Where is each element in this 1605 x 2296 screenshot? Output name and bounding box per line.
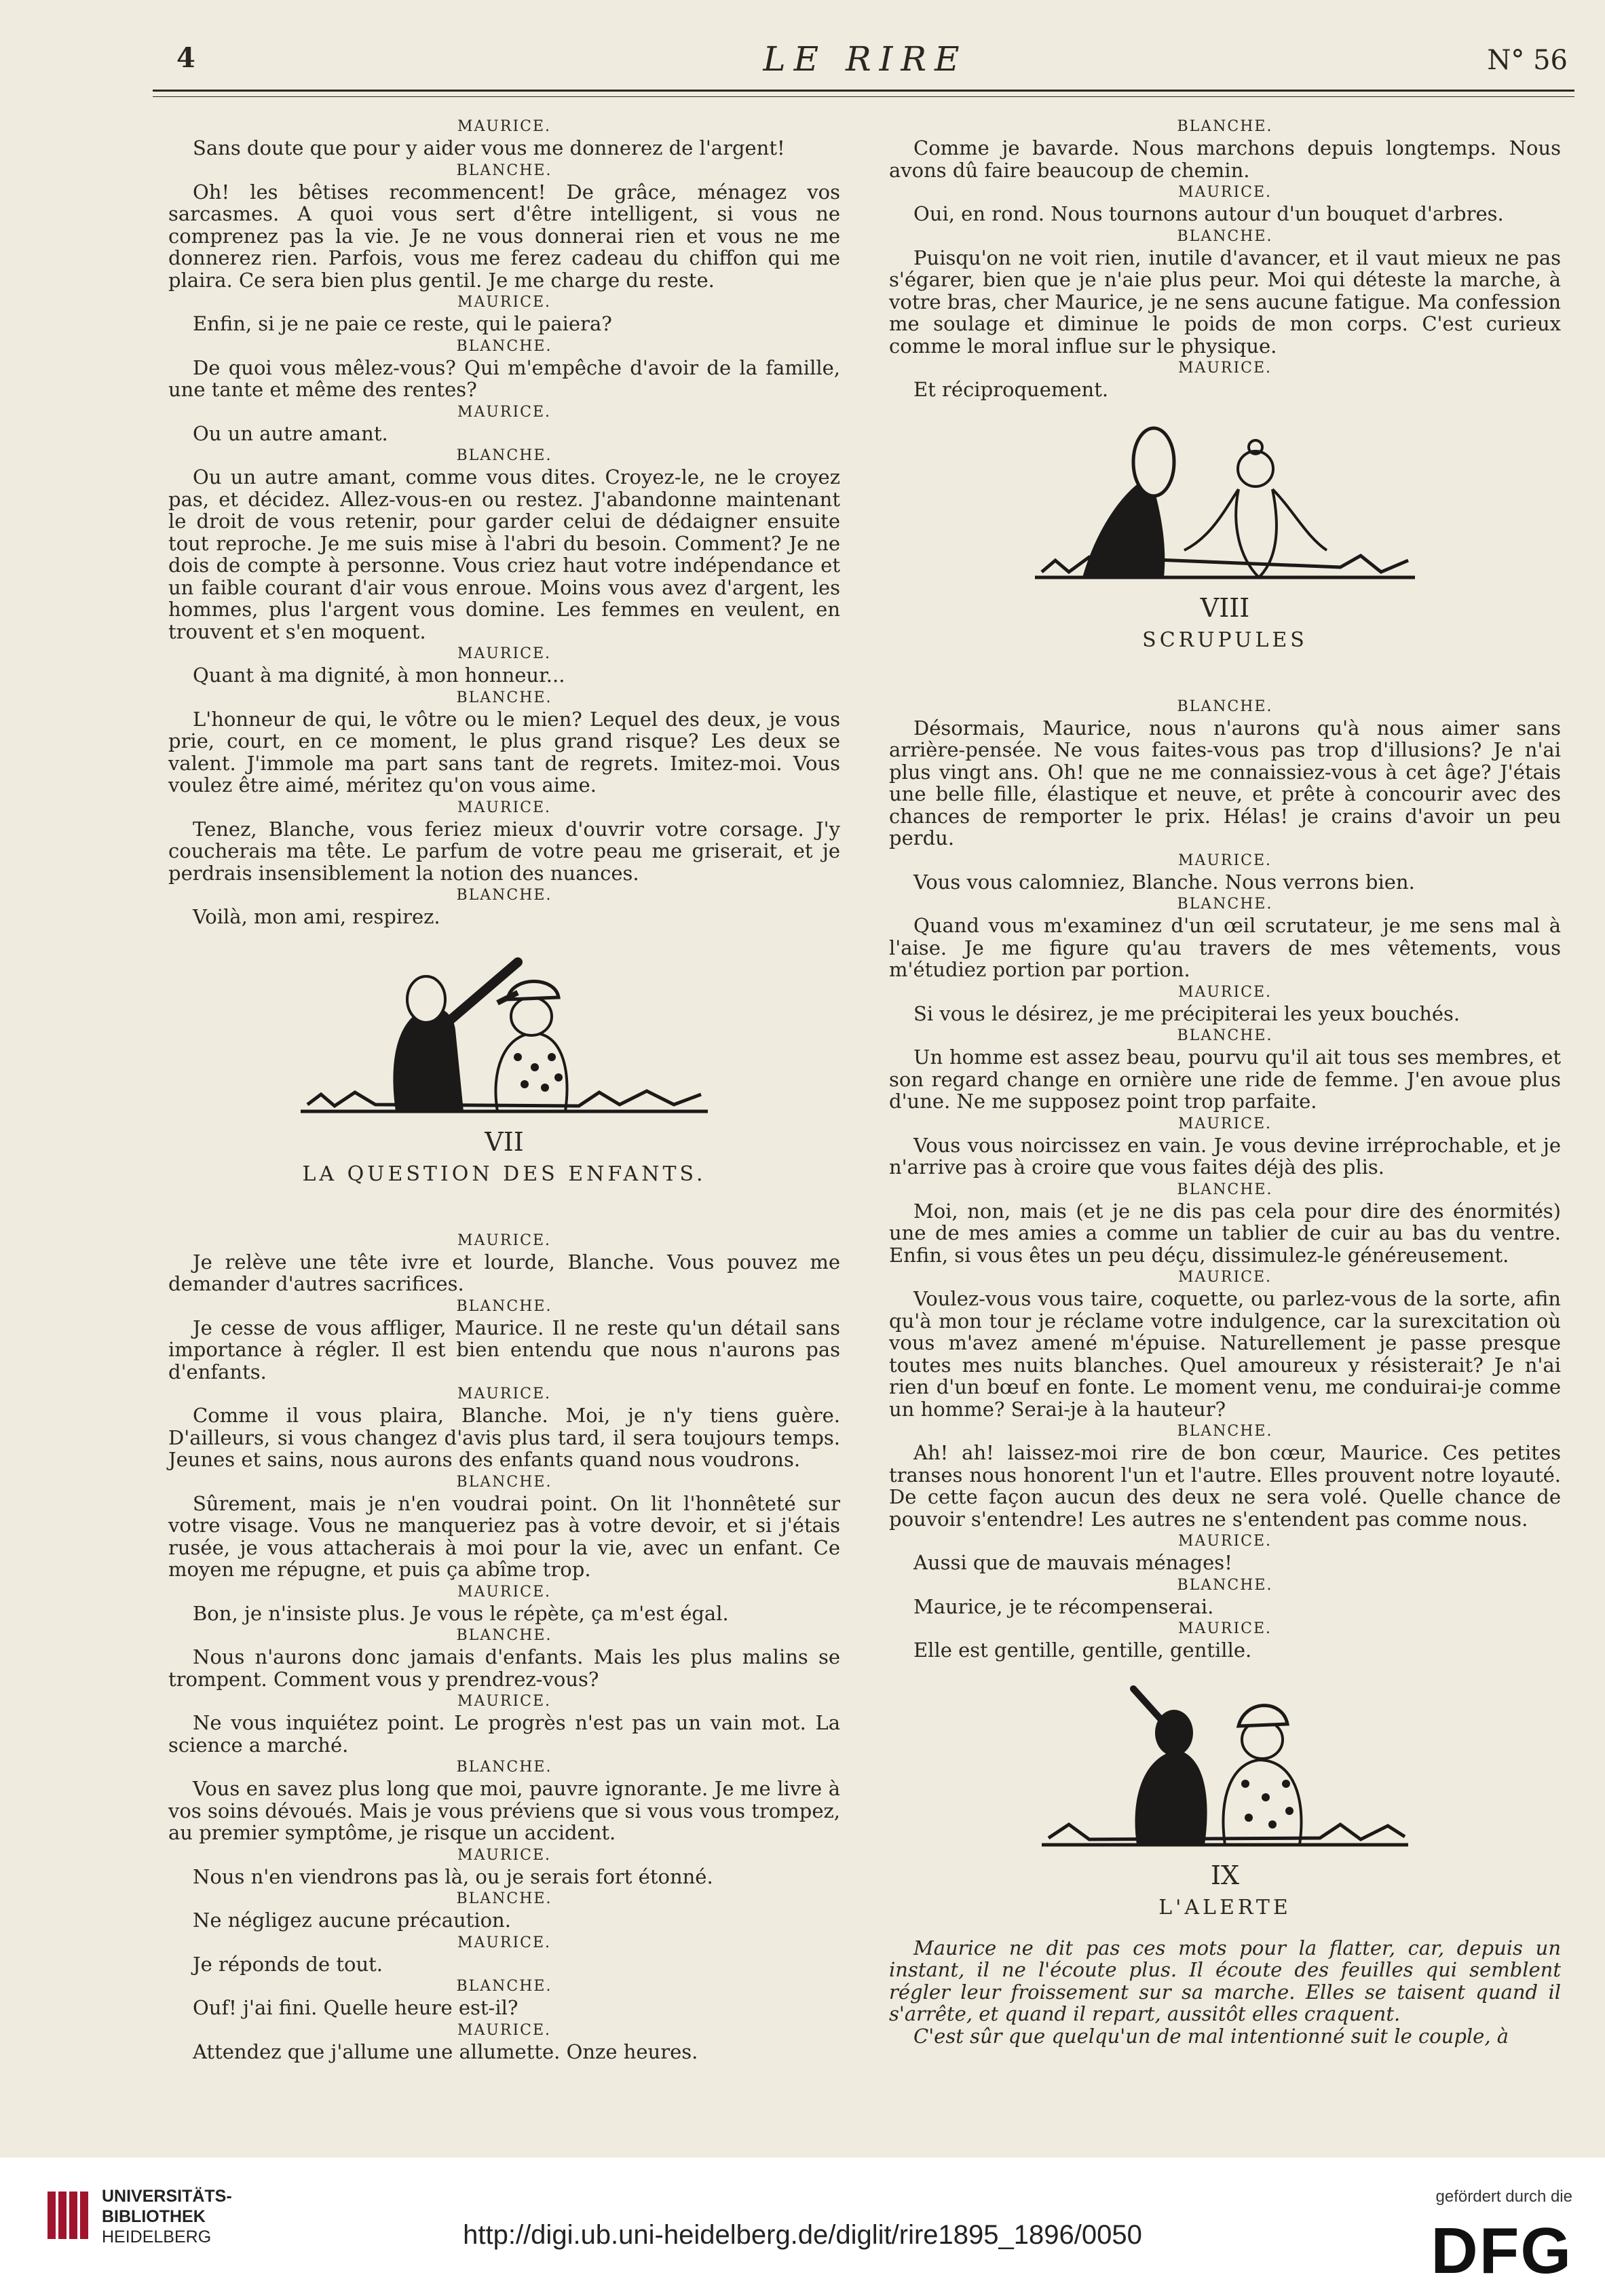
dialogue-line: Puisqu'on ne voit rien, inutile d'avancer, et il vaut mieux ne pas s'égarer, bien que je n'aie plus peur. Moi qui déteste la marche, à votre bras, cher Maurice, je ne sens aucune fatigue. Ma confession me soulage et diminue le poids de mon corps. C'est curieux comme le moral influe sur le physique.	[889, 246, 1561, 358]
dialogue-line: Aussi que de mauvais ménages!	[913, 1551, 1232, 1574]
chapter-title: L'ALERTE	[1158, 1895, 1291, 1919]
speaker-name: BLANCHE.	[456, 1759, 552, 1776]
chapter-number: IX	[1210, 1860, 1240, 1890]
dialogue-line: Oui, en rond. Nous tournons autour d'un bouquet d'arbres.	[913, 202, 1504, 225]
dialogue-line: Vous vous noircissez en vain. Je vous devine irréprochable, et je n'arrive pas à croire que vous faites déjà des plis.	[889, 1133, 1561, 1179]
speaker-name: MAURICE.	[1177, 1115, 1272, 1132]
speaker-name: MAURICE.	[1177, 983, 1272, 1001]
speaker-name: BLANCHE.	[456, 689, 552, 706]
speaker-name: BLANCHE.	[1177, 1576, 1273, 1594]
chapter-number: VII	[485, 1126, 524, 1157]
speaker-name: MAURICE.	[457, 1693, 552, 1710]
dialogue-block-1	[168, 117, 840, 928]
illustration-couple-sitting	[1021, 421, 1429, 584]
speaker-name: MAURICE.	[1177, 1269, 1272, 1286]
dialogue-line: Ou un autre amant, comme vous dites. Croyez-le, ne le croyez pas, et décidez. Allez-vous-en ou restez. J'abandonne maintenant le droit de vous retenir, pour garder celui de dédaigner ensuite tout reproche. Je me suis mise à l'abri du besoin. Comment? Je ne dois de compte à personne. Vous criez haut votre indépendance et un faible courant d'air vous enroue. Moins vous avez d'argent, les hommes, plus l'argent vous domine. Les femmes en veulent, en trouvent et s'en moquent.	[168, 465, 840, 643]
speaker-name: MAURICE.	[457, 1231, 552, 1249]
dialogue-line: Sûrement, mais je n'en voudrai point. On lit l'honnêteté sur votre visage. Vous ne manqueriez pas à votre devoir, et si j'étais rusée, je vous attacherais à moi pour la vie, avec un enfant. Ce moyen me répugne, et puis ça abîme trop.	[168, 1491, 840, 1581]
dialogue-line: Attendez que j'allume une allumette. Onze heures.	[193, 2040, 698, 2063]
dialogue-block-2	[168, 1231, 840, 2063]
speaker-name: MAURICE.	[457, 2021, 552, 2039]
dialogue-line: L'honneur de qui, le vôtre ou le mien? Lequel des deux, je vous prie, court, en ce moment, le plus grand risque? Les deux se valent. J'immole ma part sans tant de regrets. Imitez-moi. Vous voulez être aimé, méritez qu'on vous aime.	[168, 707, 840, 797]
speaker-name: BLANCHE.	[456, 1890, 552, 1907]
speaker-name: BLANCHE.	[456, 1473, 552, 1491]
dialogue-line: De quoi vous mêlez-vous? Qui m'empêche d'avoir de la famille, une tante et même des rentes?	[168, 356, 840, 401]
dialogue-line: Ne vous inquiétez point. Le progrès n'est pas un vain mot. La science a marché.	[168, 1711, 840, 1757]
dialogue-line: Ouf! j'ai fini. Quelle heure est-il?	[193, 1996, 518, 2019]
narrative-paragraph: Maurice ne dit pas ces mots pour la flatter, car, depuis un instant, il ne l'écoute plus. Il écoute des feuilles qui semblent régler leur froissement sur sa marche. Elles se taisent quand il s'arrête, et quand il repart, aussitôt elles craquent.	[889, 1936, 1561, 2025]
speaker-name: BLANCHE.	[1177, 118, 1273, 135]
dialogue-line: Nous n'en viendrons pas là, ou je serais fort étonné.	[193, 1864, 713, 1888]
narrative-paragraph: C'est sûr que quelqu'un de mal intentionné suit le couple, à	[913, 2024, 1509, 2048]
dialogue-line: Ne négligez aucune précaution.	[193, 1909, 511, 1932]
chapter-number: VIII	[1200, 592, 1250, 623]
speaker-name: BLANCHE.	[1177, 1027, 1273, 1044]
dialogue-line: Et réciproquement.	[913, 378, 1109, 401]
dialogue-line: Un homme est assez beau, pourvu qu'il ait tous ses membres, et son regard change en ornière une ride de femme. J'en avoue plus d'une. Ne me supposez point trop parfaite.	[889, 1046, 1561, 1113]
speaker-name: MAURICE.	[457, 1583, 552, 1601]
page-header	[156, 33, 1574, 87]
speaker-name: MAURICE.	[1177, 1620, 1272, 1637]
speaker-name: BLANCHE.	[1177, 1181, 1273, 1198]
dialogue-line: Bon, je n'insiste plus. Je vous le répète, ça m'est égal.	[193, 1601, 729, 1625]
dialogue-block-4	[889, 697, 1561, 1662]
dialogue-line: Maurice, je te récompenserai.	[913, 1594, 1214, 1618]
chapter-title: LA QUESTION DES ENFANTS.	[302, 1162, 706, 1186]
speaker-name: BLANCHE.	[1177, 227, 1273, 245]
speaker-name: MAURICE.	[1177, 360, 1272, 377]
speaker-name: MAURICE.	[457, 1934, 552, 1951]
speaker-name: BLANCHE.	[1177, 697, 1273, 715]
funding-label: gefördert durch die	[1435, 2187, 1572, 2206]
library-name: UNIVERSITÄTS- BIBLIOTHEK HEIDELBERG	[102, 2187, 232, 2246]
digitization-footer	[0, 2158, 1605, 2296]
journal-title: LE RIRE	[763, 39, 968, 79]
dialogue-line: Quand vous m'examinez d'un œil scrutateur, je me sens mal à l'aise. Je me figure qu'au travers de mes vêtements, vous m'étudiez portion par portion.	[889, 914, 1561, 981]
dialogue-line: Voulez-vous vous taire, coquette, ou parlez-vous de la sorte, afin qu'à mon tour je réclame votre indulgence, car la surexcitation où vous m'avez amené m'épuise. Naturellement je passe presque toutes mes nuits blanches. Quel amoureux y résisterait? Je n'ai rien d'un bœuf en fonte. Le moment venu, me conduirai-je comme un homme? Serai-je à la hauteur?	[889, 1287, 1561, 1421]
header-rule-thick	[153, 90, 1574, 92]
speaker-name: BLANCHE.	[1177, 1423, 1273, 1440]
dialogue-line: Sans doute que pour y aider vous me donnerez de l'argent!	[193, 136, 785, 159]
dialogue-line: Comme il vous plaira, Blanche. Moi, je n'y tiens guère. D'ailleurs, si vous changez d'avis plus tard, il sera toujours temps. Jeunes et sains, nous aurons des enfants quand nous voudrons.	[168, 1404, 840, 1471]
page-number: 4	[176, 42, 195, 74]
speaker-name: MAURICE.	[1177, 184, 1272, 201]
speaker-name: MAURICE.	[457, 294, 552, 311]
issue-number: N° 56	[1487, 45, 1568, 76]
speaker-name: MAURICE.	[457, 1385, 552, 1402]
dialogue-line: Vous en savez plus long que moi, pauvre ignorante. Je me livre à vos soins dévoués. Mais je vous préviens que si vous vous trompez, au premier symptôme, je risque un accident.	[168, 1777, 840, 1844]
dialogue-line: Je relève une tête ivre et lourde, Blanche. Vous pouvez me demander d'autres sacrifices.	[168, 1250, 840, 1295]
speaker-name: MAURICE.	[457, 118, 552, 135]
dialogue-block-3	[889, 117, 1561, 401]
speaker-name: BLANCHE.	[456, 337, 552, 355]
speaker-name: MAURICE.	[457, 1846, 552, 1864]
dialogue-line: Moi, non, mais (et je ne dis pas cela pour dire des énormités) une de mes amies a comme un tablier de cuir au bas du ventre. Enfin, si vous êtes un peu déçu, dissimulez-le généreusement.	[889, 1199, 1561, 1267]
speaker-name: MAURICE.	[1177, 1533, 1272, 1550]
dialogue-line: Je réponds de tout.	[193, 1952, 383, 1976]
right-column	[889, 115, 1561, 2047]
speaker-name: BLANCHE.	[1177, 896, 1273, 913]
dialogue-line: Oh! les bêtises recommencent! De grâce, ménagez vos sarcasmes. A quoi vous sert d'être intelligent, si vous ne comprenez pas la vie. Je ne vous donnerai rien et vous ne me donnerez rien. Parfois, vous me ferez cadeau du chiffon qui me plaira. Ce sera bien plus gentil. Je me charge du reste.	[168, 180, 840, 292]
speaker-name: MAURICE.	[457, 799, 552, 816]
illustration-couple-alert	[1021, 1682, 1429, 1852]
dialogue-line: Ou un autre amant.	[193, 421, 388, 445]
dialogue-line: Enfin, si je ne paie ce reste, qui le paiera?	[193, 312, 612, 335]
speaker-name: BLANCHE.	[456, 447, 552, 464]
dialogue-line: Voilà, mon ami, respirez.	[193, 905, 440, 928]
dfg-logo: DFG	[1431, 2215, 1572, 2287]
dialogue-line: Comme je bavarde. Nous marchons depuis longtemps. Nous avons dû faire beaucoup de chemin.	[889, 136, 1561, 182]
dialogue-line: Nous n'aurons donc jamais d'enfants. Mais les plus malins se trompent. Comment vous y prendrez-vous?	[168, 1645, 840, 1691]
dialogue-line: Ah! ah! laissez-moi rire de bon cœur, Maurice. Ces petites transes nous honorent l'un et l'autre. Elles prouvent notre loyauté. De cette façon aucun des deux ne sera volé. Quelle chance de pouvoir s'entendre! Les autres ne s'entendent pas comme nous.	[889, 1441, 1561, 1531]
dialogue-line: Désormais, Maurice, nous n'aurons qu'à nous aimer sans arrière-pensée. Ne vous faites-vous pas trop d'illusions? Je n'ai plus vingt ans. Oh! que ne me connaissiez-vous à cet âge? J'étais une belle fille, élastique et neuve, et prête à concourir avec des chances de remporter le prix. Hélas! je crains d'avoir un peu perdu.	[889, 716, 1561, 849]
source-url[interactable]: http://digi.ub.uni-heidelberg.de/diglit/rire1895_1896/0050	[463, 2220, 1142, 2250]
speaker-name: BLANCHE.	[456, 1297, 552, 1315]
speaker-name: MAURICE.	[457, 403, 552, 421]
speaker-name: MAURICE.	[457, 645, 552, 662]
speaker-name: BLANCHE.	[456, 161, 552, 179]
speaker-name: MAURICE.	[1177, 852, 1272, 869]
dialogue-line: Vous vous calomniez, Blanche. Nous verrons bien.	[913, 870, 1415, 894]
left-column	[168, 115, 840, 2063]
dialogue-line: Tenez, Blanche, vous feriez mieux d'ouvrir votre corsage. J'y coucherais ma tête. Le parfum de votre peau me griserait, et je perdrais insensiblement la notion des nuances.	[168, 817, 840, 885]
header-rule-thin	[153, 96, 1574, 97]
dialogue-line: Quant à ma dignité, à mon honneur...	[193, 664, 565, 687]
speaker-name: BLANCHE.	[456, 1978, 552, 1995]
chapter-title: SCRUPULES	[1142, 628, 1308, 652]
speaker-name: BLANCHE.	[456, 1627, 552, 1644]
dialogue-line: Si vous le désirez, je me précipiterai les yeux bouchés.	[913, 1001, 1460, 1025]
illustration-couple-pointing	[294, 949, 715, 1118]
dialogue-line: Elle est gentille, gentille, gentille.	[913, 1639, 1252, 1662]
dialogue-line: Je cesse de vous affliger, Maurice. Il ne reste qu'un détail sans importance à régler. Il est bien entendu que nous n'aurons pas d'enfants.	[168, 1316, 840, 1383]
speaker-name: BLANCHE.	[456, 887, 552, 904]
